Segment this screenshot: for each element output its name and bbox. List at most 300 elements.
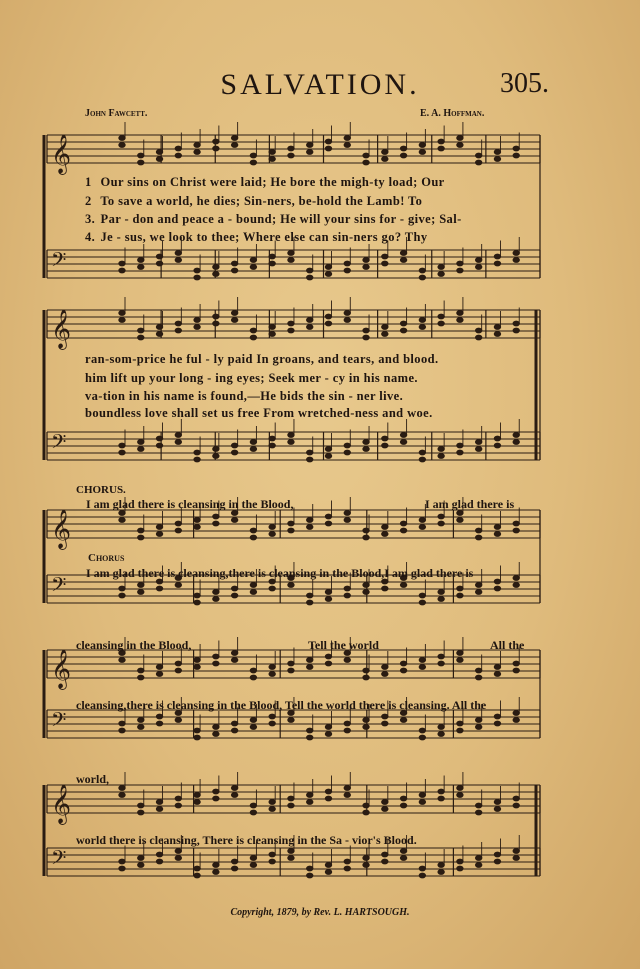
note-head (269, 254, 275, 259)
note-head (513, 849, 519, 854)
note-head (307, 525, 313, 530)
note-head (513, 668, 519, 673)
note-head (156, 807, 162, 812)
note-head (513, 718, 519, 723)
note-head (325, 321, 331, 326)
note-head (269, 261, 275, 266)
note-head (156, 586, 162, 591)
note-head (494, 532, 500, 537)
note-head (475, 335, 481, 340)
note-head (119, 793, 125, 798)
lyricist-credit: John Fawcett. (85, 108, 148, 119)
note-head (438, 597, 444, 602)
note-head (119, 728, 125, 733)
note-head (325, 796, 331, 801)
note-head (325, 146, 331, 151)
note-head (325, 789, 331, 794)
note-head (457, 136, 463, 141)
treble-clef-icon: 𝄞 (51, 134, 72, 174)
verse-line-4 (85, 230, 428, 245)
note-head (156, 721, 162, 726)
note-head (269, 586, 275, 591)
note-head (382, 261, 388, 266)
note-head (363, 863, 369, 868)
note-head (382, 714, 388, 719)
note-head (119, 586, 125, 591)
note-head (382, 332, 388, 337)
note-head (400, 153, 406, 158)
note-head (213, 654, 219, 659)
note-head (513, 321, 519, 326)
note-head (138, 447, 144, 452)
note-head (269, 443, 275, 448)
note-head (344, 721, 350, 726)
note-head (419, 735, 425, 740)
note-head (325, 514, 331, 519)
note-head (513, 661, 519, 666)
note-head (138, 528, 144, 533)
note-head (344, 511, 350, 516)
note-head (250, 810, 256, 815)
note-head (344, 593, 350, 598)
note-head (138, 675, 144, 680)
note-head (119, 136, 125, 141)
note-head (494, 157, 500, 162)
note-head (457, 793, 463, 798)
note-head (307, 143, 313, 148)
note-head (156, 443, 162, 448)
note-head (325, 654, 331, 659)
note-head (194, 873, 200, 878)
note-head (194, 268, 200, 273)
note-head (175, 856, 181, 861)
note-head (400, 528, 406, 533)
note-head (288, 661, 294, 666)
note-head (457, 518, 463, 523)
note-head (344, 658, 350, 663)
note-head (288, 583, 294, 588)
note-head (363, 328, 369, 333)
note-head (419, 150, 425, 155)
note-head (400, 521, 406, 526)
note-head (250, 675, 256, 680)
treble-clef-icon: 𝄞 (51, 784, 72, 824)
note-head (513, 576, 519, 581)
note-head (438, 661, 444, 666)
verse-text: Par - don and peace a - bound; He will your sins for - give; Sal- (100, 212, 462, 226)
note-head (269, 859, 275, 864)
note-head (363, 675, 369, 680)
chorus-line-1b: I am glad there is (425, 497, 515, 511)
note-head (119, 311, 125, 316)
note-head (288, 849, 294, 854)
note-head (138, 583, 144, 588)
note-head (325, 314, 331, 319)
note-head (363, 265, 369, 270)
note-head (288, 856, 294, 861)
note-head (288, 146, 294, 151)
note-head (363, 668, 369, 673)
note-head (344, 311, 350, 316)
note-head (231, 261, 237, 266)
note-head (194, 665, 200, 670)
note-head (438, 870, 444, 875)
note-head (325, 661, 331, 666)
note-head (400, 258, 406, 263)
note-head (475, 863, 481, 868)
note-head (269, 665, 275, 670)
note-head (156, 532, 162, 537)
note-head (213, 590, 219, 595)
note-head (513, 146, 519, 151)
note-head (194, 325, 200, 330)
note-head (231, 866, 237, 871)
note-head (175, 146, 181, 151)
verse-cont-3: va-tion in his name is found,—He bids the sin - ner live. (85, 389, 404, 403)
note-head (250, 803, 256, 808)
note-head (138, 535, 144, 540)
note-head (138, 258, 144, 263)
note-head (457, 586, 463, 591)
note-head (269, 672, 275, 677)
note-head (457, 311, 463, 316)
note-head (307, 318, 313, 323)
chorus-line-3-bass: world there is cleansing, There is cleansing in the Sa - vior's Blood. (76, 833, 417, 847)
note-head (231, 859, 237, 864)
note-head (269, 332, 275, 337)
verse-cont-4: boundless love shall set us free From wretched-ness and woe. (85, 406, 433, 420)
note-head (494, 254, 500, 259)
note-head (494, 672, 500, 677)
note-head (457, 866, 463, 871)
note-head (513, 433, 519, 438)
note-head (325, 272, 331, 277)
note-head (213, 521, 219, 526)
note-head (194, 518, 200, 523)
note-head (307, 800, 313, 805)
note-head (231, 728, 237, 733)
note-head (138, 668, 144, 673)
note-head (438, 863, 444, 868)
note-head (138, 863, 144, 868)
note-head (175, 803, 181, 808)
note-head (344, 586, 350, 591)
note-head (175, 849, 181, 854)
note-head (231, 143, 237, 148)
note-head (513, 796, 519, 801)
note-head (438, 590, 444, 595)
note-head (325, 863, 331, 868)
note-head (231, 318, 237, 323)
note-head (513, 258, 519, 263)
note-head (363, 153, 369, 158)
note-head (138, 335, 144, 340)
note-head (457, 593, 463, 598)
note-head (475, 590, 481, 595)
note-head (382, 436, 388, 441)
note-head (231, 593, 237, 598)
note-head (213, 725, 219, 730)
note-head (494, 800, 500, 805)
note-head (494, 852, 500, 857)
page-number: 305. (500, 68, 549, 99)
note-head (400, 251, 406, 256)
note-head (138, 590, 144, 595)
note-head (119, 786, 125, 791)
note-head (382, 150, 388, 155)
note-head (288, 251, 294, 256)
note-head (438, 521, 444, 526)
note-head (363, 718, 369, 723)
note-head (175, 668, 181, 673)
note-head (457, 318, 463, 323)
note-head (438, 447, 444, 452)
note-head (475, 447, 481, 452)
note-head (400, 146, 406, 151)
note-head (194, 275, 200, 280)
note-head (250, 528, 256, 533)
chorus-label-bass: Chorus (88, 552, 125, 564)
chorus-line-1a: I am glad there is cleansing in the Blood, (86, 497, 294, 511)
note-head (382, 807, 388, 812)
note-head (138, 160, 144, 165)
verse-text: To save a world, he dies; Sin-ners, be-hold the Lamb! To (100, 194, 423, 208)
verse-number: 4. (85, 230, 96, 244)
note-head (513, 521, 519, 526)
note-head (194, 457, 200, 462)
note-head (475, 856, 481, 861)
note-head (513, 328, 519, 333)
note-head (138, 265, 144, 270)
hymn-title: SALVATION. (220, 68, 420, 101)
note-head (269, 525, 275, 530)
note-head (288, 528, 294, 533)
note-head (156, 672, 162, 677)
note-head (475, 725, 481, 730)
note-head (307, 325, 313, 330)
note-head (156, 150, 162, 155)
note-head (419, 665, 425, 670)
note-head (307, 457, 313, 462)
note-head (363, 856, 369, 861)
verse-cont-2: him lift up your long - ing eyes; Seek mer - cy in his name. (85, 371, 418, 385)
note-head (175, 440, 181, 445)
note-head (307, 450, 313, 455)
note-head (156, 436, 162, 441)
note-head (513, 856, 519, 861)
note-head (419, 518, 425, 523)
note-head (213, 454, 219, 459)
note-head (457, 651, 463, 656)
note-head (231, 268, 237, 273)
note-head (457, 786, 463, 791)
note-head (325, 590, 331, 595)
note-head (194, 735, 200, 740)
note-head (363, 583, 369, 588)
note-head (213, 597, 219, 602)
note-head (138, 153, 144, 158)
note-head (419, 658, 425, 663)
bass-clef-icon: 𝄢 (51, 430, 67, 458)
note-head (307, 268, 313, 273)
note-head (307, 866, 313, 871)
note-head (156, 852, 162, 857)
note-head (400, 796, 406, 801)
chorus-line-2-bass: cleansing,there is cleansing in the Blood, Tell the world there is cleansing. All the (76, 698, 487, 712)
note-head (382, 157, 388, 162)
verse-line-1 (85, 175, 445, 190)
note-head (438, 732, 444, 737)
note-head (438, 139, 444, 144)
note-head (419, 793, 425, 798)
note-head (475, 328, 481, 333)
note-head (344, 518, 350, 523)
note-head (307, 728, 313, 733)
note-head (419, 325, 425, 330)
note-head (419, 728, 425, 733)
note-head (307, 665, 313, 670)
note-head (363, 810, 369, 815)
note-head (457, 658, 463, 663)
note-head (156, 800, 162, 805)
note-head (175, 583, 181, 588)
note-head (156, 157, 162, 162)
note-head (288, 718, 294, 723)
note-head (419, 525, 425, 530)
note-head (400, 803, 406, 808)
note-head (213, 870, 219, 875)
note-head (307, 593, 313, 598)
note-head (288, 668, 294, 673)
note-head (231, 586, 237, 591)
note-head (494, 525, 500, 530)
note-head (494, 332, 500, 337)
note-head (475, 528, 481, 533)
note-head (382, 525, 388, 530)
note-head (513, 440, 519, 445)
note-head (494, 714, 500, 719)
note-head (288, 258, 294, 263)
note-head (213, 863, 219, 868)
note-head (494, 325, 500, 330)
note-head (325, 597, 331, 602)
note-head (400, 856, 406, 861)
note-head (475, 583, 481, 588)
note-head (175, 321, 181, 326)
note-head (231, 443, 237, 448)
note-head (400, 661, 406, 666)
note-head (119, 450, 125, 455)
note-head (269, 721, 275, 726)
note-head (213, 514, 219, 519)
note-head (250, 160, 256, 165)
note-head (175, 433, 181, 438)
note-head (513, 153, 519, 158)
note-head (400, 321, 406, 326)
note-head (325, 732, 331, 737)
note-head (156, 325, 162, 330)
note-head (400, 668, 406, 673)
note-head (194, 600, 200, 605)
note-head (382, 852, 388, 857)
note-head (194, 318, 200, 323)
note-head (156, 254, 162, 259)
note-head (250, 725, 256, 730)
note-head (344, 793, 350, 798)
note-head (475, 265, 481, 270)
note-head (438, 146, 444, 151)
note-head (438, 314, 444, 319)
note-head (419, 866, 425, 871)
note-head (119, 518, 125, 523)
chorus-line-3: world, (76, 772, 109, 786)
note-head (194, 143, 200, 148)
note-head (325, 454, 331, 459)
note-head (213, 447, 219, 452)
note-head (419, 318, 425, 323)
note-head (307, 600, 313, 605)
note-head (269, 532, 275, 537)
note-head (494, 859, 500, 864)
note-head (231, 136, 237, 141)
note-head (288, 796, 294, 801)
note-head (213, 321, 219, 326)
note-head (138, 803, 144, 808)
note-head (119, 318, 125, 323)
note-head (307, 873, 313, 878)
note-head (475, 803, 481, 808)
note-head (194, 866, 200, 871)
note-head (382, 325, 388, 330)
note-head (325, 870, 331, 875)
note-head (119, 443, 125, 448)
note-head (457, 859, 463, 864)
note-head (250, 856, 256, 861)
note-head (307, 150, 313, 155)
note-head (344, 866, 350, 871)
verse-cont-1: ran-som-price he ful - ly paid In groans, and tears, and blood. (85, 352, 439, 366)
note-head (250, 328, 256, 333)
treble-clef-icon: 𝄞 (51, 309, 72, 349)
note-head (250, 153, 256, 158)
bass-clef-icon: 𝄢 (51, 248, 67, 276)
note-head (213, 265, 219, 270)
note-head (419, 268, 425, 273)
note-head (138, 810, 144, 815)
note-head (419, 143, 425, 148)
note-head (363, 535, 369, 540)
note-head (382, 859, 388, 864)
note-head (344, 261, 350, 266)
note-head (119, 143, 125, 148)
note-head (457, 728, 463, 733)
note-head (288, 440, 294, 445)
note-head (119, 658, 125, 663)
note-head (250, 668, 256, 673)
note-head (363, 590, 369, 595)
verse-number: 1 (85, 175, 92, 189)
note-head (457, 443, 463, 448)
note-head (419, 873, 425, 878)
note-head (269, 325, 275, 330)
note-head (213, 796, 219, 801)
note-head (513, 711, 519, 716)
verse-number: 3. (85, 212, 96, 226)
note-head (175, 661, 181, 666)
note-head (213, 314, 219, 319)
note-head (438, 725, 444, 730)
note-head (250, 590, 256, 595)
